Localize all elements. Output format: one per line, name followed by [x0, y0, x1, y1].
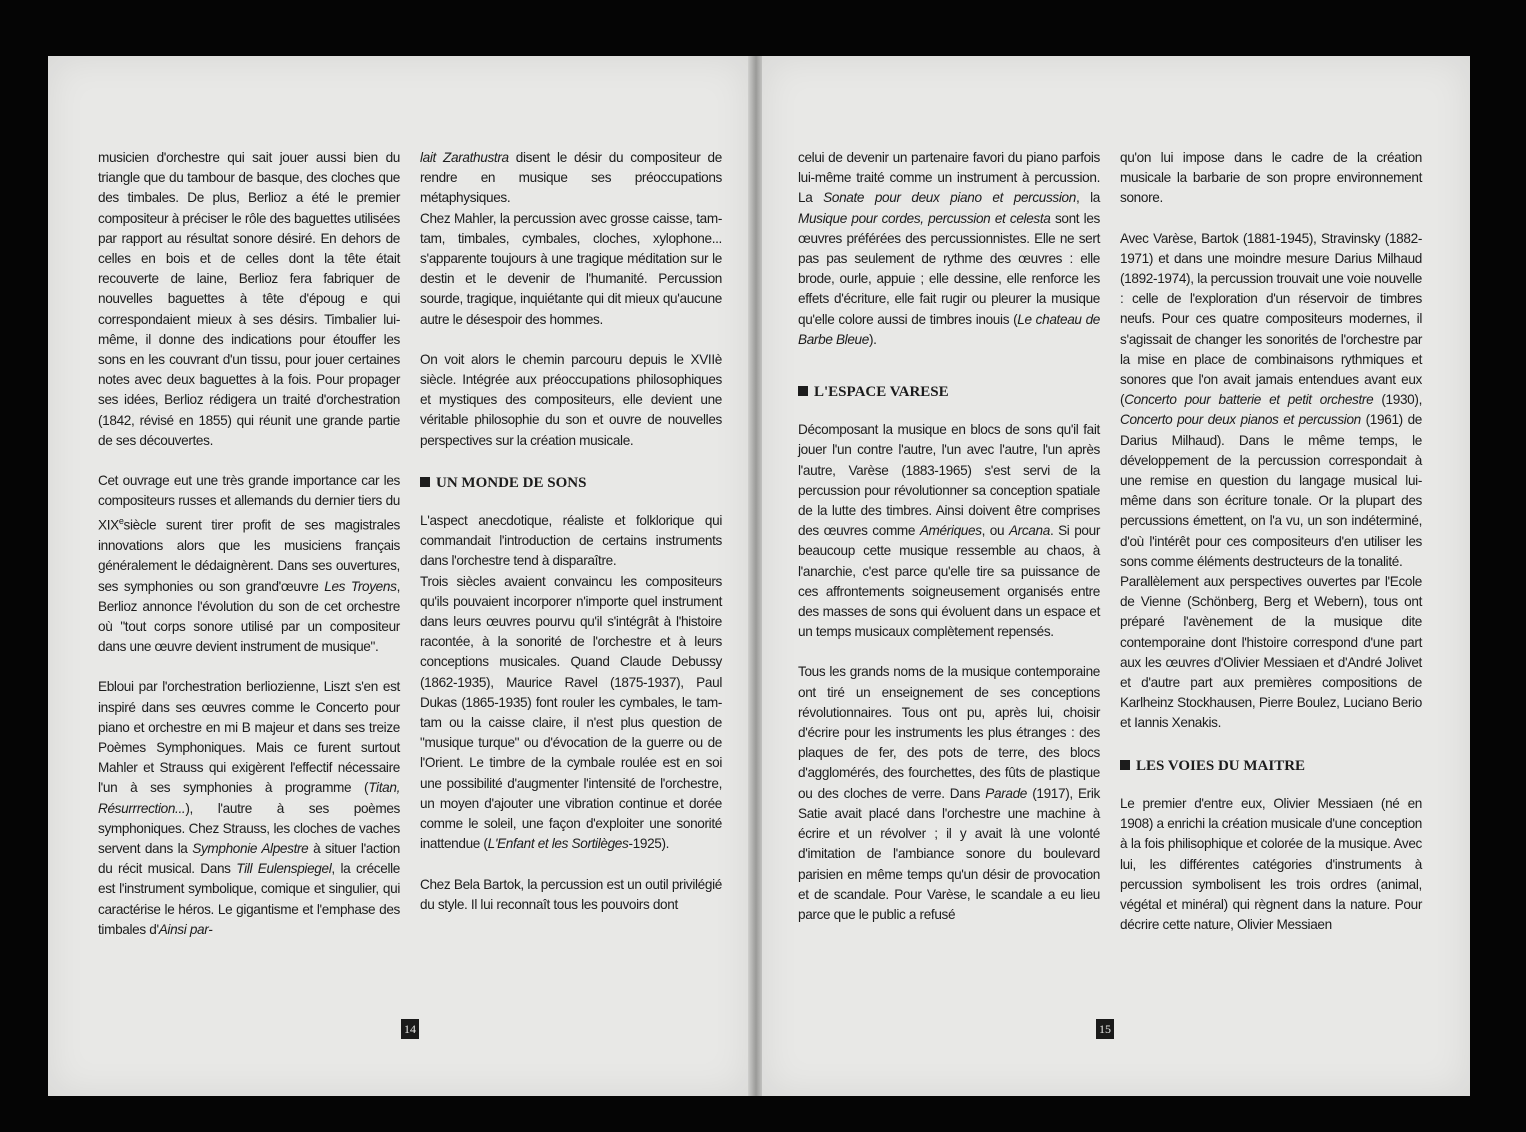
paragraph: Décomposant la musique en blocs de sons qu'il fait jouer l'un contre l'autre, l'un avec l'autre, l'un après l'autre, Varèse (1883-1965) s'est servi de la percussion pour révolutionner sa conception spatiale de la lutte des timbres. Ainsi doivent être comprises des œuvres comme Amériques, ou Arcana. Si pour beaucoup cette musique ressemble au chaos, à l'anarchie, c'est parce qu'elle tire sa puissance de ces affrontements soigneusement organisés entre des masses de sons qui évoluent dans un espace et un temps musicaux complètement repensés. [798, 422, 1101, 640]
right-page [762, 56, 1470, 1096]
paragraph: Avec Varèse, Bartok (1881-1945), Stravinsky (1882-1971) et dans une moindre mesure Darius Milhaud (1892-1974), la percussion trouvait une voie nouvelle : celle de l'exploration d'un réservoir de timbres neufs. Pour ces quatre compositeurs modernes, il s'agissait de changer les sonorités de l'orchestre par la mise en place de combinaisons rythmiques et sonores que l'on avait jamais entendues avant eux (Concerto pour batterie et petit orchestre (1930), Concerto pour deux pianos et percussion (1961) de Darius Milhaud). Dans le même temps, le développement de la percussion correspondait à une remise en question du langage musical lui-même dans son écriture tonale. Or la plupart des percussions émettent, on l'a vu, un son indéterminé, d'où l'intérêt pour ces compositeurs d'en utiliser les sons comme éléments destructeurs de la tonalité. [1120, 230, 1423, 569]
left-page [48, 56, 750, 1096]
square-bullet-icon [798, 386, 808, 396]
column-2 [420, 148, 722, 915]
paragraph: Parallèlement aux perspectives ouvertes par l'Ecole de Vienne (Schönberg, Berg et Webern), tous ont préparé l'avènement de la musique dite contemporaine dont l'histoire correspond d'une part aux les œuvres d'Olivier Messiaen et d'André Jolivet et d'autre part aux premières compositions de Karlheinz Stockhausen, Pierre Boulez, Luciano Berio et Iannis Xenakis. [1120, 574, 1422, 731]
paragraph: Chez Mahler, la percussion avec grosse caisse, tam-tam, timbales, cymbales, cloches, xylophone... s'apparente toujours à une tragique méditation sur le destin et le devenir de l'humanité. Percussion sourde, tragique, inquiétante qui dit mieux qu'aucune autre le désespoir des hommes. [420, 210, 722, 327]
column-4 [1120, 148, 1422, 935]
square-bullet-icon [420, 477, 430, 487]
paragraph: Tous les grands noms de la musique contemporaine ont tiré un enseignement de ses conceptions révolutionnaires. Tous ont pu, après lui, choisir d'écrire pour les instruments les plus étranges : des plaques de fer, des pots de terre, des blocs d'agglomérés, des fourchettes, des fûts de plastique ou des cloches de verre. Dans Parade (1917), Erik Satie avait placé dans l'orchestre une machine à écrire et un révolver ; il y avait là une volonté d'imitation de l'ambiance sonore du boulevard parisien en même temps qu'un désir de provocation et de scandale. Pour Varèse, le scandale a eu lieu parce que le public a refusé [798, 664, 1100, 922]
section-heading: UN MONDE DE SONS [420, 473, 722, 493]
paragraph: On voit alors le chemin parcouru depuis le XVIIè siècle. Intégrée aux préoccupations philosophiques et mystiques des compositeurs, elle devient une véritable philosophie du son et ouvre de nouvelles perspectives sur la création musicale. [420, 351, 722, 448]
paragraph: Ebloui par l'orchestration berliozienne, Liszt s'en est inspiré dans ses œuvres comme le Concerto pour piano et orchestre en mi B majeur et dans ses treize Poèmes Symphoniques. Mais ce furent surtout Mahler et Strauss qui exigèrent l'effectif nécessaire l'un à ses symphonies à programme (Titan, Résurrrection...), l'autre à ses poèmes symphoniques. Chez Strauss, les cloches de vaches servent dans la Symphonie Alpestre à situer l'action du récit musical. Dans Till Eulenspiegel, la crécelle est l'instrument symbolique, comique et singulier, qui caractérise le héros. Le gigantisme et l'emphase des timbales d'Ainsi par- [98, 679, 400, 937]
column-1 [98, 148, 400, 940]
paragraph: qu'on lui impose dans le cadre de la création musicale la barbarie de son propre environnement sonore. [1120, 150, 1422, 206]
square-bullet-icon [1120, 760, 1130, 770]
page-number: 14 [401, 1019, 419, 1039]
paragraph: Cet ouvrage eut une très grande importance car les compositeurs russes et allemands du dernier tiers du XIXesiècle surent tirer profit de ses magistrales innovations alors que les musiciens français généralement le dédaignèrent. Dans ses ouvertures, ses symphonies ou son grand'œuvre Les Troyens, Berlioz annonce l'évolution du son de cet orchestre où "tout corps sonore utilisé par un compositeur dans une œuvre devient instrument de musique". [98, 473, 400, 655]
section-heading: L'ESPACE VARESE [798, 382, 1100, 402]
paragraph: Trois siècles avaient convaincu les compositeurs qu'ils pouvaient incorporer n'importe quel instrument dans leurs œuvres pourvu qu'il s'intégrât à l'histoire racontée, à la sonorité de l'orchestre et à leurs conceptions musicales. Quand Claude Debussy (1862-1935), Maurice Ravel (1875-1937), Paul Dukas (1865-1935) font rouler les cymbales, le tam-tam ou la caisse claire, il n'est plus question de "musique turque" ou d'évocation de la guerre ou de l'Orient. Le timbre de la cymbale roulée est en soi une possibilité d'augmenter l'intensité de l'orchestre, un moyen d'ajouter une vibration continue et dorée comme le soleil, une façon d'exploiter une sonorité inattendue (L'Enfant et les Sortilèges-1925). [420, 573, 722, 852]
paragraph: musicien d'orchestre qui sait jouer aussi bien du triangle que du tambour de basque, des cloches que des timbales. De plus, Berlioz a été le premier compositeur à préciser le rôle des baguettes utilisées par rapport au résultat sonore désiré. En dehors de celles en bois et de celles dont la tête était recouverte de laine, Berlioz fera fabriquer de nouvelles baguettes à tête d'époug e qui correspondaient mieux à ses désirs. Timbalier lui-même, il donne des indications pour étouffer les sons en les couvrant d'un tissu, pour jouer certaines notes avec deux baguettes à la fois. Pour propager ses idées, Berlioz rédigera un traité d'orchestration (1842, révisé en 1855) qui réunit une grande partie de ses découvertes. [98, 150, 400, 448]
page-number: 15 [1096, 1019, 1114, 1039]
paragraph: lait Zarathustra disent le désir du compositeur de rendre en musique ses préoccupations métaphysiques. [420, 150, 722, 206]
paragraph: Le premier d'entre eux, Olivier Messiaen (né en 1908) a enrichi la création musicale d'une conception à la fois philisophique et colorée de la musique. Avec lui, les différentes catégories d'instruments à percussion symbolisent les trois ordres (animal, végétal et minéral) qui règnent dans la nature. Pour décrire cette nature, Olivier Messiaen [1120, 795, 1422, 933]
paragraph: celui de devenir un partenaire favori du piano parfois lui-même traité comme un instrument à percussion. La Sonate pour deux piano et percussion, la Musique pour cordes, percussion et celesta sont les œuvres préférées des percussionnistes. Elle ne sert pas pas seulement de rythme des œuvres : elle brode, ourle, appuie ; elle dessine, elle renforce les effets d'écriture, elle fait rugir ou pleurer la musique qu'elle colore aussi de timbres inouis (Le chateau de Barbe Bleue). [798, 150, 1101, 347]
paragraph: Chez Bela Bartok, la percussion est un outil privilégié du style. Il lui reconnaît tous les pouvoirs dont [420, 876, 722, 912]
paragraph: L'aspect anecdotique, réaliste et folklorique qui commandait l'introduction de certains instruments dans l'orchestre tend à disparaître. [420, 513, 722, 569]
section-heading: LES VOIES DU MAITRE [1120, 756, 1422, 776]
column-3 [798, 148, 1100, 925]
